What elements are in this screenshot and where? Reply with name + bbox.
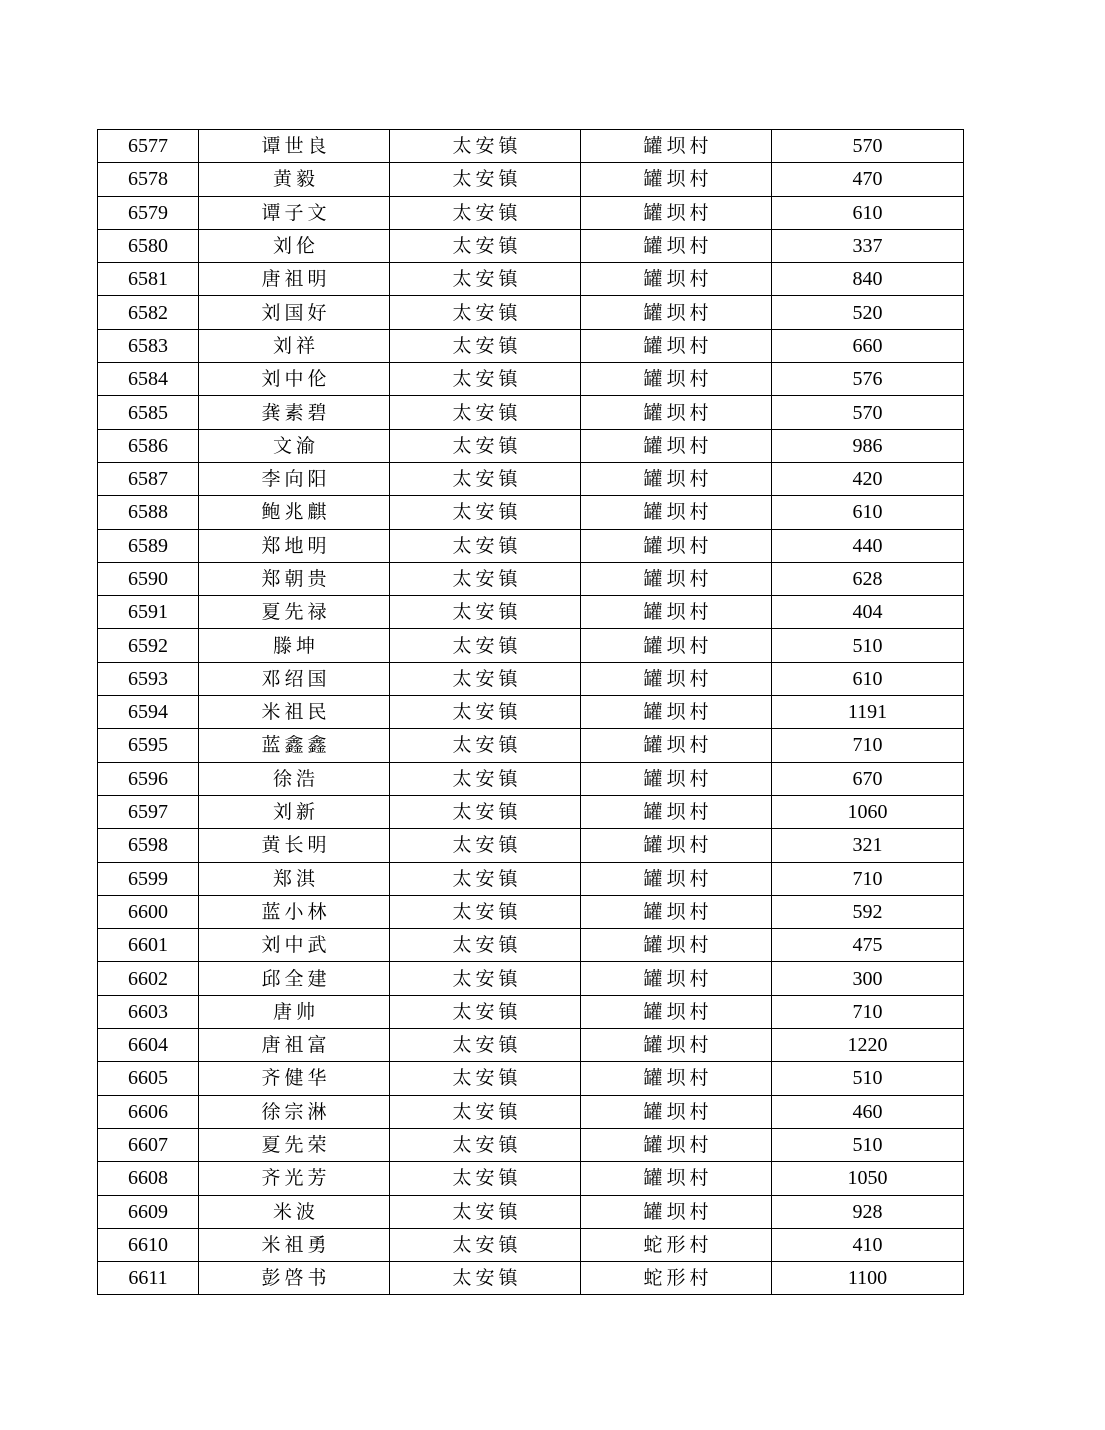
town-cell: 太安镇 xyxy=(390,1128,581,1161)
town-cell: 太安镇 xyxy=(390,1195,581,1228)
row-number-cell: 6596 xyxy=(98,762,199,795)
village-cell: 罐坝村 xyxy=(581,329,772,362)
table-row xyxy=(98,130,964,163)
amount-cell: 1060 xyxy=(772,795,964,828)
row-number-cell: 6582 xyxy=(98,296,199,329)
row-number-cell: 6579 xyxy=(98,196,199,229)
village-cell: 罐坝村 xyxy=(581,829,772,862)
village-cell: 罐坝村 xyxy=(581,529,772,562)
row-number-cell: 6603 xyxy=(98,995,199,1028)
amount-cell: 670 xyxy=(772,762,964,795)
town-cell: 太安镇 xyxy=(390,1029,581,1062)
town-cell: 太安镇 xyxy=(390,396,581,429)
village-cell: 罐坝村 xyxy=(581,762,772,795)
row-number-cell: 6577 xyxy=(98,130,199,163)
village-cell: 罐坝村 xyxy=(581,629,772,662)
person-name-cell: 夏先荣 xyxy=(199,1128,390,1161)
amount-cell: 1100 xyxy=(772,1262,964,1295)
town-cell: 太安镇 xyxy=(390,130,581,163)
amount-cell: 470 xyxy=(772,163,964,196)
person-name-cell: 郑朝贵 xyxy=(199,562,390,595)
amount-cell: 610 xyxy=(772,662,964,695)
person-name-cell: 文渝 xyxy=(199,429,390,462)
table-row xyxy=(98,1228,964,1261)
person-name-cell: 谭世良 xyxy=(199,130,390,163)
row-number-cell: 6592 xyxy=(98,629,199,662)
row-number-cell: 6588 xyxy=(98,496,199,529)
village-cell: 蛇形村 xyxy=(581,1228,772,1261)
table-row xyxy=(98,829,964,862)
amount-cell: 510 xyxy=(772,629,964,662)
town-cell: 太安镇 xyxy=(390,962,581,995)
town-cell: 太安镇 xyxy=(390,196,581,229)
amount-cell: 610 xyxy=(772,496,964,529)
person-name-cell: 齐健华 xyxy=(199,1062,390,1095)
village-cell: 罐坝村 xyxy=(581,429,772,462)
person-name-cell: 黄长明 xyxy=(199,829,390,862)
table-row xyxy=(98,496,964,529)
table-row xyxy=(98,1095,964,1128)
person-name-cell: 黄毅 xyxy=(199,163,390,196)
table-row xyxy=(98,462,964,495)
village-cell: 罐坝村 xyxy=(581,196,772,229)
table-row xyxy=(98,995,964,1028)
village-cell: 罐坝村 xyxy=(581,995,772,1028)
row-number-cell: 6584 xyxy=(98,363,199,396)
person-name-cell: 米祖勇 xyxy=(199,1228,390,1261)
town-cell: 太安镇 xyxy=(390,729,581,762)
row-number-cell: 6595 xyxy=(98,729,199,762)
row-number-cell: 6604 xyxy=(98,1029,199,1062)
row-number-cell: 6578 xyxy=(98,163,199,196)
table-row xyxy=(98,929,964,962)
village-cell: 罐坝村 xyxy=(581,263,772,296)
table-row xyxy=(98,396,964,429)
amount-cell: 840 xyxy=(772,263,964,296)
town-cell: 太安镇 xyxy=(390,596,581,629)
town-cell: 太安镇 xyxy=(390,696,581,729)
amount-cell: 410 xyxy=(772,1228,964,1261)
row-number-cell: 6590 xyxy=(98,562,199,595)
village-cell: 罐坝村 xyxy=(581,862,772,895)
row-number-cell: 6594 xyxy=(98,696,199,729)
village-cell: 罐坝村 xyxy=(581,729,772,762)
village-cell: 罐坝村 xyxy=(581,396,772,429)
village-cell: 罐坝村 xyxy=(581,462,772,495)
town-cell: 太安镇 xyxy=(390,995,581,1028)
town-cell: 太安镇 xyxy=(390,229,581,262)
amount-cell: 576 xyxy=(772,363,964,396)
town-cell: 太安镇 xyxy=(390,1262,581,1295)
village-cell: 罐坝村 xyxy=(581,1062,772,1095)
table-row xyxy=(98,229,964,262)
row-number-cell: 6591 xyxy=(98,596,199,629)
person-name-cell: 滕坤 xyxy=(199,629,390,662)
village-cell: 罐坝村 xyxy=(581,1095,772,1128)
town-cell: 太安镇 xyxy=(390,363,581,396)
amount-cell: 440 xyxy=(772,529,964,562)
table-row xyxy=(98,895,964,928)
person-name-cell: 刘新 xyxy=(199,795,390,828)
person-name-cell: 刘中伦 xyxy=(199,363,390,396)
row-number-cell: 6586 xyxy=(98,429,199,462)
person-name-cell: 鲍兆麒 xyxy=(199,496,390,529)
village-cell: 罐坝村 xyxy=(581,696,772,729)
person-name-cell: 蓝鑫鑫 xyxy=(199,729,390,762)
person-name-cell: 邓绍国 xyxy=(199,662,390,695)
person-name-cell: 刘国好 xyxy=(199,296,390,329)
village-cell: 罐坝村 xyxy=(581,929,772,962)
table-row xyxy=(98,429,964,462)
amount-cell: 404 xyxy=(772,596,964,629)
village-cell: 罐坝村 xyxy=(581,363,772,396)
table-row xyxy=(98,729,964,762)
table-row xyxy=(98,1062,964,1095)
village-cell: 罐坝村 xyxy=(581,229,772,262)
town-cell: 太安镇 xyxy=(390,263,581,296)
table-row xyxy=(98,1128,964,1161)
table-row xyxy=(98,962,964,995)
table-row xyxy=(98,1162,964,1195)
village-cell: 罐坝村 xyxy=(581,496,772,529)
village-cell: 罐坝村 xyxy=(581,296,772,329)
person-name-cell: 郑地明 xyxy=(199,529,390,562)
amount-cell: 570 xyxy=(772,130,964,163)
village-cell: 罐坝村 xyxy=(581,596,772,629)
town-cell: 太安镇 xyxy=(390,929,581,962)
table-row xyxy=(98,762,964,795)
person-name-cell: 李向阳 xyxy=(199,462,390,495)
table-row xyxy=(98,329,964,362)
row-number-cell: 6606 xyxy=(98,1095,199,1128)
village-cell: 罐坝村 xyxy=(581,1128,772,1161)
person-name-cell: 唐帅 xyxy=(199,995,390,1028)
table-row xyxy=(98,529,964,562)
village-cell: 罐坝村 xyxy=(581,163,772,196)
row-number-cell: 6597 xyxy=(98,795,199,828)
village-cell: 罐坝村 xyxy=(581,962,772,995)
row-number-cell: 6593 xyxy=(98,662,199,695)
row-number-cell: 6587 xyxy=(98,462,199,495)
amount-cell: 986 xyxy=(772,429,964,462)
row-number-cell: 6610 xyxy=(98,1228,199,1261)
person-name-cell: 徐浩 xyxy=(199,762,390,795)
table-row xyxy=(98,1029,964,1062)
table-row xyxy=(98,596,964,629)
amount-cell: 1191 xyxy=(772,696,964,729)
row-number-cell: 6607 xyxy=(98,1128,199,1161)
row-number-cell: 6580 xyxy=(98,229,199,262)
person-name-cell: 刘中武 xyxy=(199,929,390,962)
town-cell: 太安镇 xyxy=(390,496,581,529)
amount-cell: 928 xyxy=(772,1195,964,1228)
town-cell: 太安镇 xyxy=(390,1095,581,1128)
town-cell: 太安镇 xyxy=(390,662,581,695)
row-number-cell: 6600 xyxy=(98,895,199,928)
town-cell: 太安镇 xyxy=(390,429,581,462)
person-name-cell: 齐光芳 xyxy=(199,1162,390,1195)
amount-cell: 1050 xyxy=(772,1162,964,1195)
person-name-cell: 唐祖明 xyxy=(199,263,390,296)
record-table-body xyxy=(98,130,964,1295)
person-name-cell: 龚素碧 xyxy=(199,396,390,429)
amount-cell: 628 xyxy=(772,562,964,595)
amount-cell: 570 xyxy=(772,396,964,429)
town-cell: 太安镇 xyxy=(390,829,581,862)
table-row xyxy=(98,1195,964,1228)
village-cell: 罐坝村 xyxy=(581,562,772,595)
town-cell: 太安镇 xyxy=(390,163,581,196)
table-row xyxy=(98,795,964,828)
row-number-cell: 6598 xyxy=(98,829,199,862)
table-row xyxy=(98,629,964,662)
amount-cell: 710 xyxy=(772,729,964,762)
amount-cell: 337 xyxy=(772,229,964,262)
person-name-cell: 刘祥 xyxy=(199,329,390,362)
row-number-cell: 6608 xyxy=(98,1162,199,1195)
person-name-cell: 彭啓书 xyxy=(199,1262,390,1295)
amount-cell: 660 xyxy=(772,329,964,362)
person-name-cell: 夏先禄 xyxy=(199,596,390,629)
table-row xyxy=(98,263,964,296)
person-name-cell: 郑淇 xyxy=(199,862,390,895)
record-table xyxy=(97,129,964,1295)
amount-cell: 520 xyxy=(772,296,964,329)
town-cell: 太安镇 xyxy=(390,1162,581,1195)
person-name-cell: 米波 xyxy=(199,1195,390,1228)
village-cell: 罐坝村 xyxy=(581,795,772,828)
table-row xyxy=(98,662,964,695)
amount-cell: 710 xyxy=(772,862,964,895)
village-cell: 罐坝村 xyxy=(581,1162,772,1195)
town-cell: 太安镇 xyxy=(390,895,581,928)
village-cell: 蛇形村 xyxy=(581,1262,772,1295)
person-name-cell: 米祖民 xyxy=(199,696,390,729)
row-number-cell: 6605 xyxy=(98,1062,199,1095)
amount-cell: 610 xyxy=(772,196,964,229)
person-name-cell: 蓝小林 xyxy=(199,895,390,928)
town-cell: 太安镇 xyxy=(390,1062,581,1095)
amount-cell: 510 xyxy=(772,1062,964,1095)
person-name-cell: 唐祖富 xyxy=(199,1029,390,1062)
row-number-cell: 6589 xyxy=(98,529,199,562)
amount-cell: 1220 xyxy=(772,1029,964,1062)
town-cell: 太安镇 xyxy=(390,1228,581,1261)
row-number-cell: 6581 xyxy=(98,263,199,296)
person-name-cell: 刘伦 xyxy=(199,229,390,262)
amount-cell: 475 xyxy=(772,929,964,962)
table-row xyxy=(98,163,964,196)
amount-cell: 460 xyxy=(772,1095,964,1128)
amount-cell: 420 xyxy=(772,462,964,495)
table-row xyxy=(98,296,964,329)
person-name-cell: 邱全建 xyxy=(199,962,390,995)
row-number-cell: 6601 xyxy=(98,929,199,962)
table-row xyxy=(98,696,964,729)
village-cell: 罐坝村 xyxy=(581,662,772,695)
town-cell: 太安镇 xyxy=(390,462,581,495)
amount-cell: 300 xyxy=(772,962,964,995)
table-row xyxy=(98,363,964,396)
table-row xyxy=(98,862,964,895)
amount-cell: 592 xyxy=(772,895,964,928)
town-cell: 太安镇 xyxy=(390,529,581,562)
town-cell: 太安镇 xyxy=(390,562,581,595)
town-cell: 太安镇 xyxy=(390,762,581,795)
row-number-cell: 6611 xyxy=(98,1262,199,1295)
village-cell: 罐坝村 xyxy=(581,895,772,928)
town-cell: 太安镇 xyxy=(390,795,581,828)
town-cell: 太安镇 xyxy=(390,629,581,662)
town-cell: 太安镇 xyxy=(390,296,581,329)
amount-cell: 510 xyxy=(772,1128,964,1161)
row-number-cell: 6602 xyxy=(98,962,199,995)
town-cell: 太安镇 xyxy=(390,329,581,362)
table-row xyxy=(98,562,964,595)
village-cell: 罐坝村 xyxy=(581,130,772,163)
person-name-cell: 徐宗淋 xyxy=(199,1095,390,1128)
village-cell: 罐坝村 xyxy=(581,1195,772,1228)
row-number-cell: 6583 xyxy=(98,329,199,362)
person-name-cell: 谭子文 xyxy=(199,196,390,229)
table-row xyxy=(98,196,964,229)
town-cell: 太安镇 xyxy=(390,862,581,895)
amount-cell: 321 xyxy=(772,829,964,862)
village-cell: 罐坝村 xyxy=(581,1029,772,1062)
row-number-cell: 6585 xyxy=(98,396,199,429)
amount-cell: 710 xyxy=(772,995,964,1028)
row-number-cell: 6599 xyxy=(98,862,199,895)
row-number-cell: 6609 xyxy=(98,1195,199,1228)
table-row xyxy=(98,1262,964,1295)
